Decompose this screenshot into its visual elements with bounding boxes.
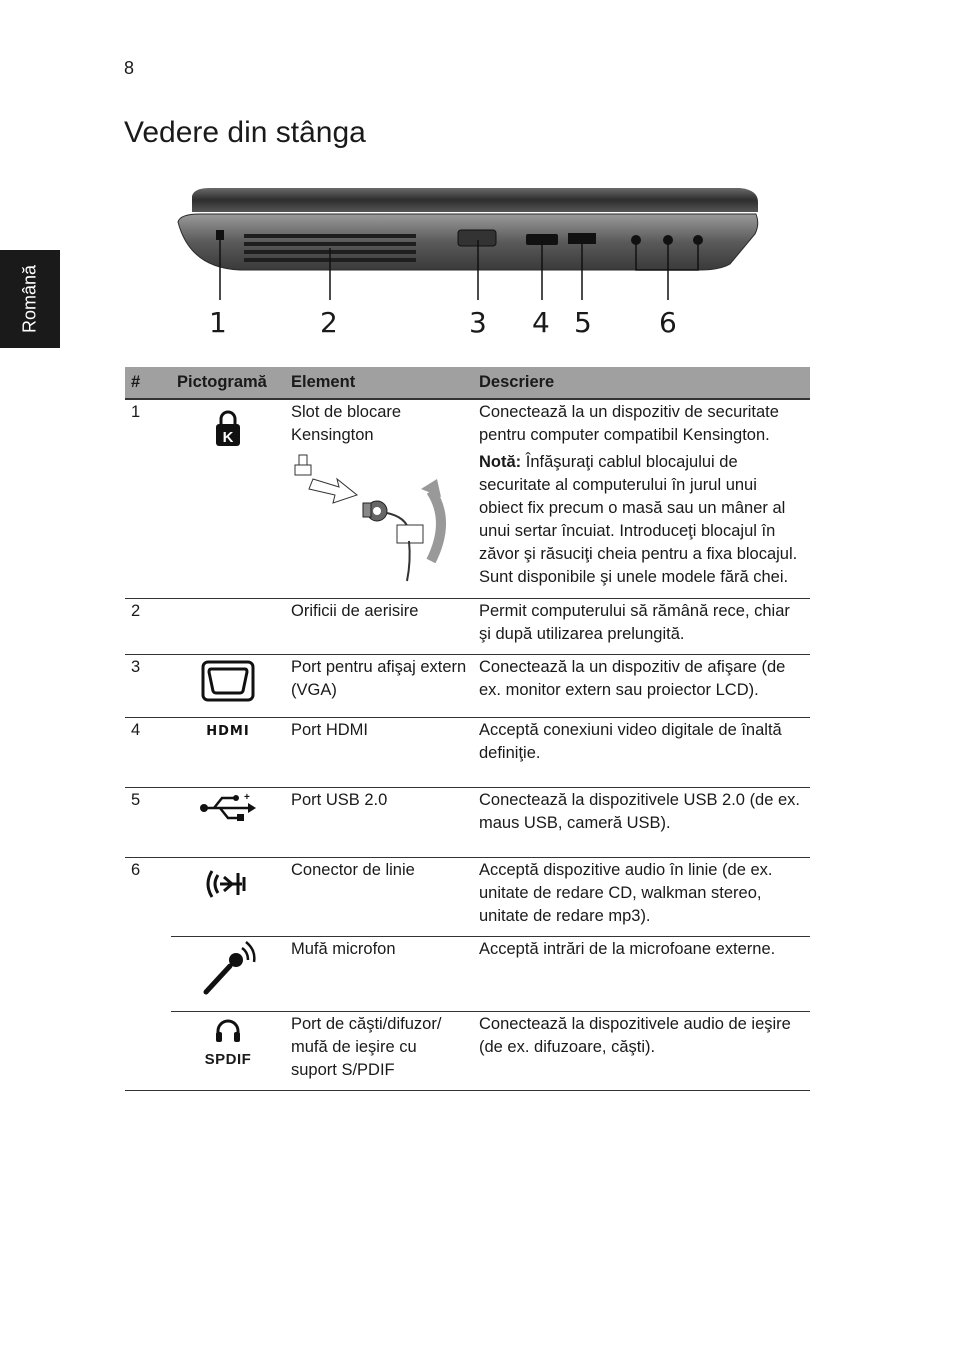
headphone-icon <box>213 1017 243 1043</box>
row-description: Permit computerului să rămână rece, chiar şi după utilizarea prelungită. <box>473 599 810 655</box>
table-row <box>125 788 810 858</box>
row-description: Acceptă conexiuni video digitale de înaltă definiţie. <box>473 718 810 788</box>
table-row <box>125 399 810 599</box>
note-text: Înfăşuraţi cablul blocajului de securitate al computerului în jurul unui obiect fix precum o masă sau un mâner al unui sertar încuiat. Introduceţi blocajul în zăvor şi răsuciţi cheia pentru a fixa blocajul. Sunt disponibile şi unele modele fără chei. <box>479 453 798 586</box>
spdif-label: SPDIF <box>204 1051 252 1068</box>
row-number: 6 <box>125 858 171 1091</box>
row-element: Orificii de aerisire <box>285 599 473 655</box>
row-description: Conectează la dispozitivele USB 2.0 (de ex. maus USB, cameră USB). <box>473 788 810 858</box>
header-number: # <box>125 367 171 399</box>
row-number: 1 <box>125 399 171 599</box>
header-element: Element <box>285 367 473 399</box>
callout-1: 1 <box>209 306 227 339</box>
row-element: Port HDMI <box>285 718 473 788</box>
table-row <box>125 937 810 1012</box>
language-side-tab-label: Română <box>19 264 40 334</box>
vga-port-icon <box>201 660 255 702</box>
kensington-lock-icon <box>214 409 242 449</box>
table-header-row <box>125 367 810 399</box>
svg-text:K: K <box>222 429 234 446</box>
row-description: Conectează la dispozitivele audio de ieşire (de ex. difuzoare, căşti). <box>473 1012 810 1091</box>
row-number: 4 <box>125 718 171 788</box>
row-description: Acceptă intrări de la microfoane externe. <box>473 937 810 1012</box>
note-paragraph <box>479 451 804 589</box>
left-side-components-table <box>125 367 810 1091</box>
callout-4: 4 <box>532 306 550 339</box>
header-icon: Pictogramă <box>171 367 285 399</box>
row-element: Port pentru afişaj extern (VGA) <box>285 655 473 718</box>
note-label: Notă: <box>479 453 522 471</box>
row-description: Conectează la un dispozitiv de securitate pentru computer compatibil Kensington. <box>479 403 779 444</box>
hdmi-icon <box>200 723 256 739</box>
row-number: 3 <box>125 655 171 718</box>
row-element: Slot de blocare Kensington <box>291 403 402 444</box>
usb-icon <box>198 791 258 825</box>
callout-5: 5 <box>574 306 592 339</box>
line-in-icon <box>202 865 254 903</box>
table-row <box>125 718 810 788</box>
row-number: 2 <box>125 599 171 655</box>
row-element: Port de căşti/difuzor/ mufă de ieşire cu suport S/PDIF <box>285 1012 473 1091</box>
kensington-lock-diagram <box>291 451 461 583</box>
table-row <box>125 1012 810 1091</box>
row-element: Mufă microfon <box>285 937 473 1012</box>
page-title: Vedere din stânga <box>124 116 366 149</box>
callout-3: 3 <box>469 306 487 339</box>
row-number: 5 <box>125 788 171 858</box>
row-element: Port USB 2.0 <box>285 788 473 858</box>
callout-6: 6 <box>659 306 677 339</box>
row-element: Conector de linie <box>285 858 473 937</box>
svg-text:+: + <box>244 792 250 803</box>
page-number: 8 <box>124 58 135 78</box>
table-row <box>125 655 810 718</box>
table-row <box>125 599 810 655</box>
table-row <box>125 858 810 937</box>
callout-2: 2 <box>320 306 338 339</box>
svg-text:HDMI: HDMI <box>206 724 250 739</box>
header-description: Descriere <box>473 367 810 399</box>
microphone-icon <box>200 940 256 996</box>
row-description: Conectează la un dispozitiv de afişare (de ex. monitor extern sau proiector LCD). <box>473 655 810 718</box>
language-side-tab <box>0 250 60 348</box>
row-description: Acceptă dispozitive audio în linie (de ex. unitate de redare CD, walkman stereo, unitate de redare mp3). <box>473 858 810 937</box>
